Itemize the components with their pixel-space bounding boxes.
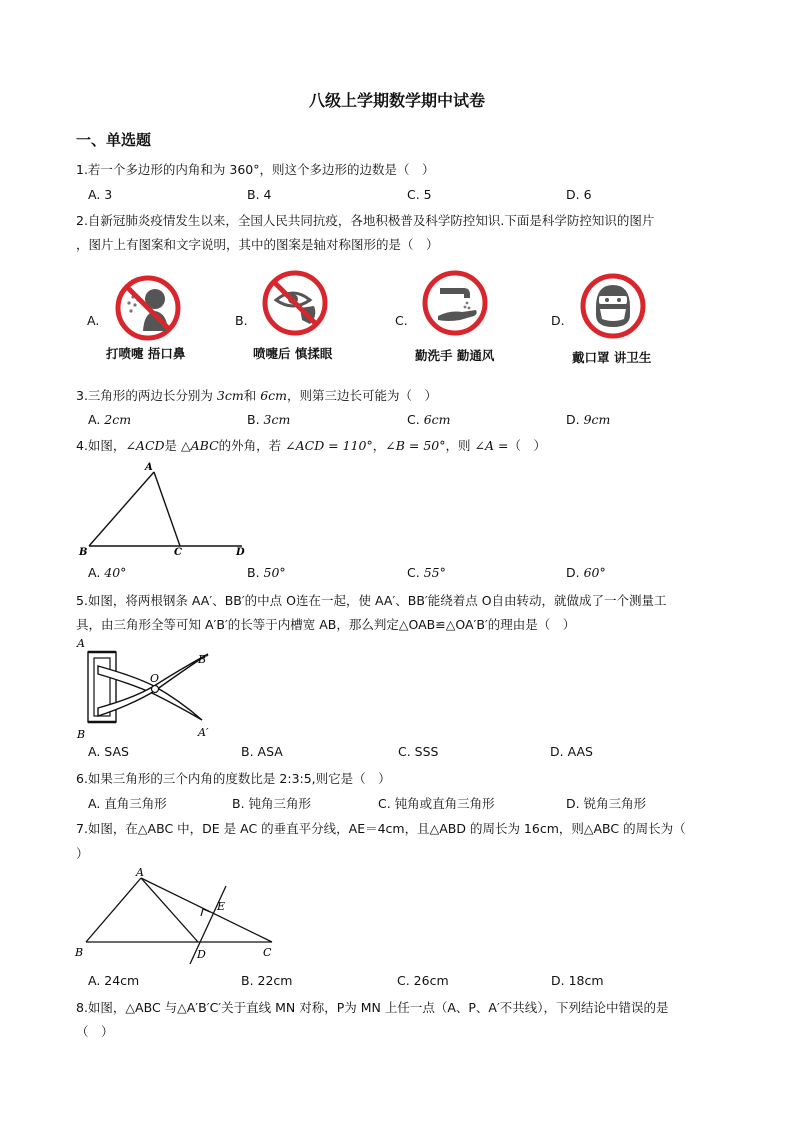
q7-option-c[interactable]: C. 26cm	[397, 973, 449, 988]
q2-option-a-caption: 打喷嚏 捂口鼻	[106, 346, 186, 361]
q4-stem-part: （ ）	[508, 438, 546, 453]
q4-label-c: C	[174, 547, 182, 558]
question-5-stem-line-2: 具，由三角形全等可知 A′B′的长等于内槽宽 AB，那么判定△OAB≌△OA′B′的理由是（ ）	[76, 617, 576, 632]
q2-option-b-caption: 喷嚏后 慎揉眼	[253, 346, 333, 361]
q3-option-b[interactable]	[247, 412, 290, 427]
q4-math: ∠ACD	[125, 438, 165, 453]
q3-length-2: 6cm	[260, 388, 288, 403]
q3-option-value: 3cm	[263, 412, 291, 427]
question-5-options	[88, 744, 728, 764]
q2-option-a-letter[interactable]: A.	[87, 313, 100, 328]
question-3-stem	[76, 384, 726, 408]
question-7-options	[88, 973, 728, 993]
q7-triangle-figure	[72, 864, 284, 970]
question-8-stem-line-1: 8.如图，△ABC 与△A′B′C′关于直线 MN 对称，P为 MN 上任一点（A、P、A′不共线），下列结论中错误的是	[76, 1000, 669, 1015]
q3-stem-part: ，则第三边长可能为（ ）	[287, 388, 438, 403]
question-8-stem-line-2: （ ）	[76, 1024, 114, 1039]
q1-option-a[interactable]: A. 3	[88, 187, 113, 202]
q5-option-a[interactable]: A. SAS	[88, 744, 129, 759]
q1-option-c[interactable]: C. 5	[407, 187, 432, 202]
q4-label-b: B	[79, 547, 88, 558]
q4-stem-part: 是	[164, 438, 182, 453]
question-3-options	[88, 412, 728, 432]
q5-option-c[interactable]: C. SSS	[398, 744, 439, 759]
q3-option-a[interactable]	[88, 412, 131, 427]
q4-stem-part: ，	[372, 438, 386, 453]
eye-rub-prohibited-icon	[260, 268, 330, 338]
q3-option-letter: A.	[88, 412, 105, 427]
q2-option-c-letter[interactable]: C.	[395, 313, 408, 328]
q3-option-letter: D.	[566, 412, 584, 427]
q6-option-b[interactable]: B. 钝角三角形	[232, 796, 312, 811]
q2-option-b-letter[interactable]: B.	[235, 313, 248, 328]
question-1-stem: 1.若一个多边形的内角和为 360°，则这个多边形的边数是（ ）	[76, 162, 435, 177]
q4-option-letter: C.	[407, 565, 424, 580]
question-2-stem-line-1: 2.自新冠肺炎疫情发生以来，全国人民共同抗疫，各地积极普及科学防控知识.下面是科学防控知识的图片	[76, 213, 655, 228]
q5-label-b-prime: B′	[198, 653, 209, 666]
q5-option-b[interactable]: B. ASA	[241, 744, 283, 759]
q4-option-letter: B.	[247, 565, 264, 580]
q7-label-b: B	[75, 946, 84, 959]
q5-label-a-prime: A′	[198, 726, 209, 739]
q7-label-d: D	[197, 948, 206, 961]
question-5-stem-line-1: 5.如图，将两根钢条 AA′、BB′的中点 O连在一起，使 AA′、BB′能绕着点 O自由转动，就做成了一个测量工	[76, 593, 667, 608]
q4-stem-part: ，则	[445, 438, 475, 453]
q3-stem-part: 3.三角形的两边长分别为	[76, 388, 217, 403]
q3-option-c[interactable]	[407, 412, 451, 427]
q7-option-b[interactable]: B. 22cm	[241, 973, 293, 988]
q1-option-b[interactable]: B. 4	[247, 187, 272, 202]
q5-label-o: O	[150, 672, 160, 685]
q4-math: ∠ACD = 110°	[285, 438, 373, 453]
q4-stem-part: 4.如图，	[76, 438, 126, 453]
q7-label-a: A	[136, 866, 144, 879]
question-2-stem-line-2: ，图片上有图案和文字说明，其中的图案是轴对称图形的是（ ）	[76, 237, 439, 252]
q4-math: ∠B = 50°	[385, 438, 446, 453]
q4-option-d[interactable]	[566, 565, 606, 580]
q4-option-value: 50°	[263, 565, 286, 580]
sneeze-prohibited-icon	[113, 273, 183, 343]
mask-wearing-icon	[578, 271, 648, 341]
q4-option-c[interactable]	[407, 565, 446, 580]
q5-label-b: B	[77, 728, 86, 741]
q5-measuring-tool-figure	[74, 636, 224, 742]
q3-option-letter: B.	[247, 412, 264, 427]
question-1-options	[88, 187, 728, 207]
q7-label-e: E	[217, 900, 226, 913]
q3-option-d[interactable]	[566, 412, 610, 427]
q3-option-value: 9cm	[583, 412, 611, 427]
q1-option-d[interactable]: D. 6	[566, 187, 592, 202]
q4-option-letter: D.	[566, 565, 584, 580]
q7-label-c: C	[263, 946, 272, 959]
q4-triangle-figure	[76, 458, 256, 560]
q5-label-a: A	[77, 637, 85, 650]
q6-option-d[interactable]: D. 锐角三角形	[566, 796, 647, 811]
q4-math: ∠A =	[474, 438, 509, 453]
q3-option-value: 6cm	[423, 412, 451, 427]
question-7-stem-line-1: 7.如图，在△ABC 中，DE 是 AC 的垂直平分线，AE＝4cm，且△ABD 的周长为 16cm，则△ABC 的周长为（	[76, 821, 686, 836]
q4-stem-part: 的外角，若	[218, 438, 286, 453]
q5-option-d[interactable]: D. AAS	[550, 744, 593, 759]
q4-option-value: 60°	[583, 565, 606, 580]
q4-math: △ABC	[181, 438, 219, 453]
question-4-options	[88, 565, 728, 585]
q6-option-a[interactable]: A. 直角三角形	[88, 796, 167, 811]
q3-option-value: 2cm	[104, 412, 132, 427]
q4-option-letter: A.	[88, 565, 105, 580]
question-4-stem	[76, 434, 726, 458]
q3-length-1: 3cm	[216, 388, 244, 403]
q2-option-c-caption: 勤洗手 勤通风	[415, 348, 495, 363]
q6-option-c[interactable]: C. 钝角或直角三角形	[378, 796, 495, 811]
q4-option-a[interactable]	[88, 565, 126, 580]
q3-stem-part: 和	[243, 388, 261, 403]
q4-option-value: 55°	[423, 565, 446, 580]
q3-option-letter: C.	[407, 412, 424, 427]
q4-label-a: A	[145, 462, 153, 473]
page-title: 八级上学期数学期中试卷	[308, 91, 485, 110]
section-heading: 一、单选题	[76, 131, 152, 149]
q4-option-value: 40°	[104, 565, 127, 580]
q4-option-b[interactable]	[247, 565, 286, 580]
q2-option-d-caption: 戴口罩 讲卫生	[572, 350, 652, 365]
question-6-options	[88, 794, 728, 814]
q4-label-d: D	[236, 547, 245, 558]
q7-option-a[interactable]: A. 24cm	[88, 973, 140, 988]
q2-option-d-letter[interactable]: D.	[551, 313, 565, 328]
question-7-stem-line-2: ）	[76, 846, 89, 861]
question-6-stem: 6.如果三角形的三个内角的度数比是 2:3:5,则它是（ ）	[76, 771, 391, 786]
q7-option-d[interactable]: D. 18cm	[551, 973, 604, 988]
hand-washing-icon	[420, 268, 490, 338]
